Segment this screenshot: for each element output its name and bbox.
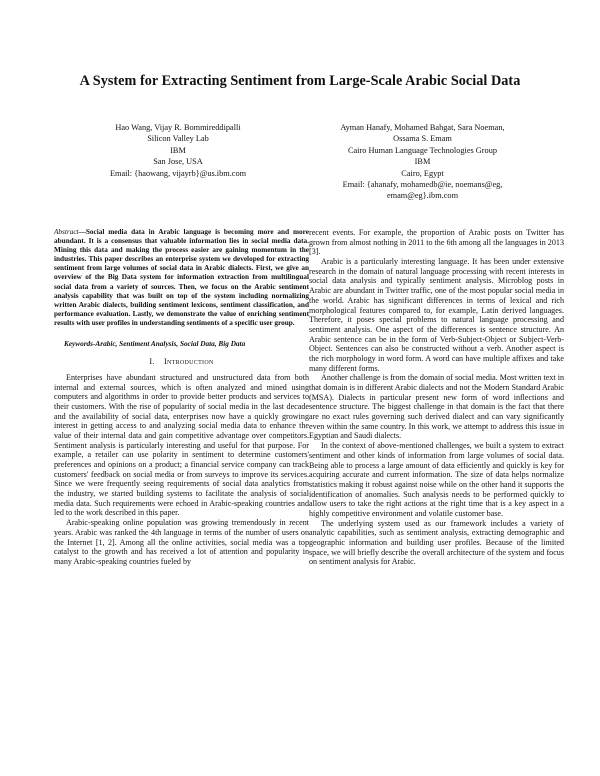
section-number: I.: [149, 357, 155, 367]
author-org-right: IBM: [414, 157, 431, 167]
author-names-right-1: Ayman Hanafy, Mohamed Bahgat, Sara Noeman,: [340, 123, 505, 132]
section-title: Introduction: [163, 357, 214, 367]
author-email-right-2: emam@eg}.ibm.com: [386, 191, 459, 201]
left-column: [54, 228, 309, 567]
author-email-left: Email: {haowang, vijayrb}@us.ibm.com: [109, 168, 247, 178]
keywords: Keywords-Arabic, Sentiment Analysis, Social Data, Big Data: [64, 340, 246, 349]
author-location-left: San Jose, USA: [153, 157, 203, 167]
authors-left-block: [58, 122, 298, 179]
author-group-right: Cairo Human Language Technologies Group: [347, 145, 498, 155]
abstract: [54, 228, 309, 328]
abstract-lead: Abstract: [54, 228, 79, 236]
paper-title: A System for Extracting Sentiment from Large-Scale Arabic Social Data: [79, 73, 521, 89]
section-heading: [54, 357, 309, 367]
abstract-text: —Social media data in Arabic language is becoming more and more abundant. It is a consensus that valuable information lies in social media data. Mining this data and making the process easier are gaining momentum in the industries. This paper describes an enterprise system we developed for extracting sentiment from large volumes of social data in Arabic dialects. First, we give an overview of the Big Data system for information extraction from multilingual social data from a variety of sources. Then, we focus on the Arabic sentiment analysis capability that was built on top of the system including normalizing written Arabic dialects, building sentiment lexicons, sentiment classification, and performance evaluation. Lastly, we demonstrate the value of enriching sentiment results with user profiles in understanding sentiments of a specific user group.: [54, 228, 309, 327]
paragraph: Arabic-speaking online population was growing tremendously in recent years. Arabic was ranked the 4th language in terms of the number of users on the Internet [1, 2]. Among all the online activities, social media was a top catalyst to the growth and has received a lot of attention and popularity in many Arabic-speaking countries fueled by: [54, 518, 309, 566]
authors-right-block: [305, 122, 540, 202]
author-org-left: IBM: [170, 145, 186, 155]
paragraph: The underlying system used as our framework includes a variety of analytic capabilities, such as sentiment analysis, extracting demographic and geographic information and building user profiles. Because of the limited space, we will briefly describe the overall architecture of the system and focus on sentiment analysis for Arabic.: [309, 518, 564, 567]
paragraph: Arabic is a particularly interesting language. It has been under extensive research in the domain of natural language processing with recent interests in social data analysis and typically sentiment analysis. Microblog posts in Arabic are abundant in Twitter traffic, one of the most popular social media in the world. Arabic has significant differences in terms of lexical and rich morphological features compared to, for example, Latin derived languages. Therefore, it poses special problems to natural language processing and sentiment analysis. One aspect of the differences is sentence structure. An Arabic sentence can be in the form of Verb-Subject-Object or Subject-Verb-Object. Sentences can also be constructed without a verb. Another aspect is the rich morphology in word form. A word can have multiple affixes and take many different forms.: [309, 257, 564, 373]
author-lab-left: Silicon Valley Lab: [147, 134, 209, 144]
author-email-right-1: Email: {ahanafy, mohamedb@ie, noemans@eg,: [342, 180, 503, 190]
author-location-right: Cairo, Egypt: [401, 168, 444, 178]
paragraph: Enterprises have abundant structured and unstructured data from both internal and external sources, which is often analyzed and mined using computers and algorithms in order to provide better products and services to their customers. With the rise of popularity of social media in the last decade and the availability of social data, enterprises now have a quickly growing interest in getting access to and analyzing social media data to enhance the value of their internal data and gain competitive advantage over competitors. Sentiment analysis is particularly interesting and useful for that purpose. For example, a retailer can use polarity in sentiment to determine customers' preferences and opinions on a product; a financial service company can track customers' feedback on social media or from surveys to improve its services. Since we were frequently seeing requirements of social data analytics from the industry, we started building systems to facilitate the analysis of social media data. Such requirements were echoed in Arabic-speaking countries and led to the work described in this paper.: [54, 372, 309, 518]
paragraph: Another challenge is from the domain of social media. Most written text in that domain is in different Arabic dialects and not the Modern Standard Arabic (MSA). Dialects in particular present new form of word inflections and sentence structure. The biggest challenge in that domain is the fact that there are no exact rules governing such derived dialect and can vary significantly even within the same country. In this work, we attempt to address this issue in Egyptian and Saudi dialects.: [309, 373, 564, 441]
author-names-left: Hao Wang, Vijay R. Bommireddipalli: [115, 123, 241, 132]
paragraph: recent events. For example, the proportion of Arabic posts on Twitter has grown from almost nothing in 2011 to the 6th among all the languages in 2013 [3].: [309, 228, 564, 257]
right-column: [309, 228, 564, 567]
paragraph: In the context of above-mentioned challenges, we built a system to extract sentiment and other kinds of information from large volumes of social data. Being able to process a large amount of data efficiently and quickly is key for acquiring accurate and current information. The size of data helps normalize statistics making it robust against noise while on the other hand it supports the identification of anomalies. Such analysis needs to be performed quickly to allow users to take the right actions at the right time that is a key aspect in a highly competitive environment and volatile customer base.: [309, 441, 564, 518]
author-names-right-2: Ossama S. Emam: [393, 134, 452, 144]
